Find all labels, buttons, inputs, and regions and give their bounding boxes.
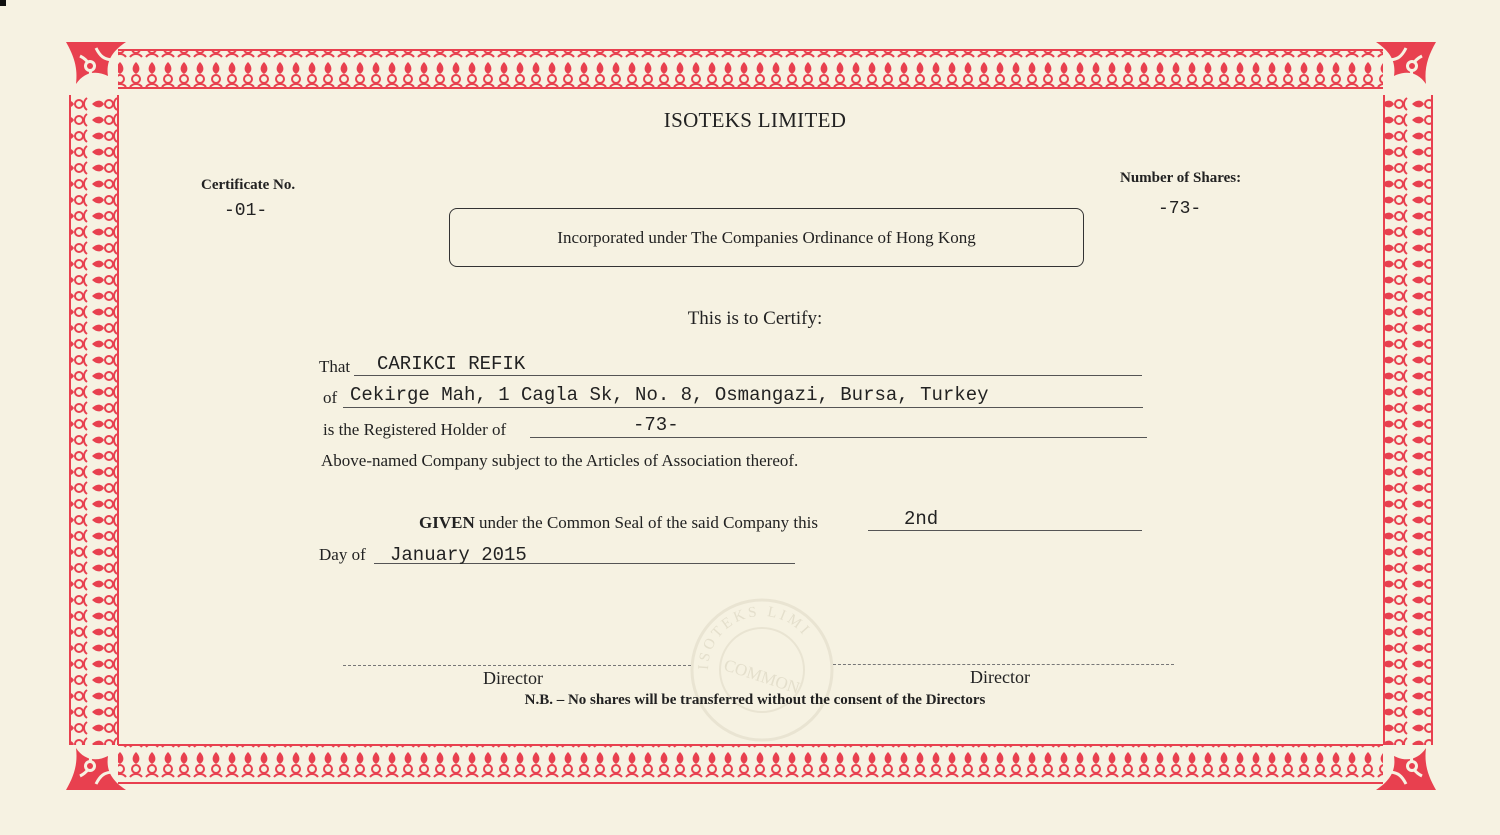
incorporation-box <box>449 208 1084 267</box>
director-label-right: Director <box>970 667 1030 687</box>
day-of-label: Day of <box>319 545 366 564</box>
common-seal-emboss <box>688 596 836 744</box>
holder-address: Cekirge Mah, 1 Cagla Sk, No. 8, Osmangazi, Bursa, Turkey <box>350 384 989 406</box>
number-of-shares-label: Number of Shares: <box>1120 170 1242 186</box>
shares-held-line <box>530 415 1147 438</box>
number-of-shares-value: -73- <box>1158 199 1202 219</box>
seal-arc-text: ISOTEKS LIMI <box>695 603 814 671</box>
that-label: That <box>319 357 351 376</box>
certificate-number-label: Certificate No. <box>201 177 296 193</box>
director-label-left: Director <box>483 668 543 688</box>
signature-line-right <box>833 664 1174 665</box>
shares-held: -73- <box>633 414 679 436</box>
given-clause <box>419 513 818 533</box>
certify-heading: This is to Certify: <box>687 308 823 329</box>
incorporation-text: Incorporated under The Companies Ordinance of Hong Kong <box>557 227 976 247</box>
transfer-note: N.B. – No shares will be transferred without the consent of the Directors <box>524 692 986 708</box>
given-word: GIVEN <box>419 513 475 532</box>
given-day: 2nd <box>904 508 939 530</box>
signature-line-left <box>343 665 691 666</box>
seal-center-text: COMMON <box>721 655 803 698</box>
month-year: January 2015 <box>390 544 527 566</box>
registered-holder-label: is the Registered Holder of <box>323 420 507 439</box>
svg-text:ISOTEKS LIMI <box>696 604 814 671</box>
articles-text: Above-named Company subject to the Articles of Association thereof. <box>321 451 799 470</box>
certificate-number-value: -01- <box>224 201 268 221</box>
of-label: of <box>323 388 338 407</box>
given-text: under the Common Seal of the said Company this <box>478 513 818 532</box>
company-name: ISOTEKS LIMITED <box>663 108 847 132</box>
holder-name: CARIKCI REFIK <box>377 353 526 375</box>
